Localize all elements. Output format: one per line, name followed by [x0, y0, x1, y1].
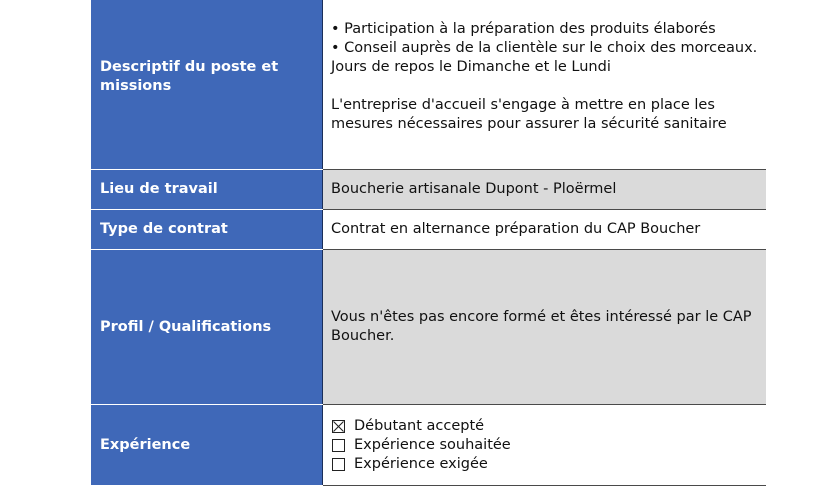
checkbox-checked-icon[interactable] — [332, 420, 345, 433]
experience-option-required[interactable] — [331, 455, 758, 474]
label-description: Descriptif du poste et missions — [91, 0, 323, 170]
experience-option-beginner[interactable] — [331, 417, 758, 436]
value-contract: Contrat en alternance préparation du CAP Boucher — [323, 210, 767, 250]
row-experience — [91, 405, 766, 486]
value-workplace: Boucherie artisanale Dupont - Ploërmel — [323, 170, 767, 210]
label-contract: Type de contrat — [91, 210, 323, 250]
checkbox-empty-icon[interactable] — [332, 439, 345, 452]
label-profile: Profil / Qualifications — [91, 250, 323, 405]
checkbox-empty-icon[interactable] — [332, 458, 345, 471]
experience-option-label: Expérience exigée — [354, 455, 488, 472]
experience-option-desired[interactable] — [331, 436, 758, 455]
experience-option-label: Expérience souhaitée — [354, 436, 511, 453]
safety-text: L'entreprise d'accueil s'engage à mettre en place les mesures nécessaires pour assurer la sécurité sanitaire — [331, 96, 727, 132]
label-experience: Expérience — [91, 405, 323, 486]
experience-option-label: Débutant accepté — [354, 417, 485, 434]
value-experience — [323, 405, 767, 486]
paragraph-gap — [331, 77, 758, 96]
row-workplace — [91, 170, 766, 210]
row-contract — [91, 210, 766, 250]
rest-days-text: Jours de repos le Dimanche et le Lundi — [331, 58, 611, 75]
job-offer-table — [91, 0, 766, 486]
job-offer-sheet — [91, 0, 758, 486]
mission-bullet-1: • Participation à la préparation des produits élaborés — [331, 20, 758, 39]
row-description — [91, 0, 766, 170]
mission-bullet-2: • Conseil auprès de la clientèle sur le choix des morceaux. — [331, 39, 758, 58]
value-profile: Vous n'êtes pas encore formé et êtes intéressé par le CAP Boucher. — [323, 250, 767, 405]
value-description — [323, 0, 767, 170]
label-workplace: Lieu de travail — [91, 170, 323, 210]
row-profile — [91, 250, 766, 405]
